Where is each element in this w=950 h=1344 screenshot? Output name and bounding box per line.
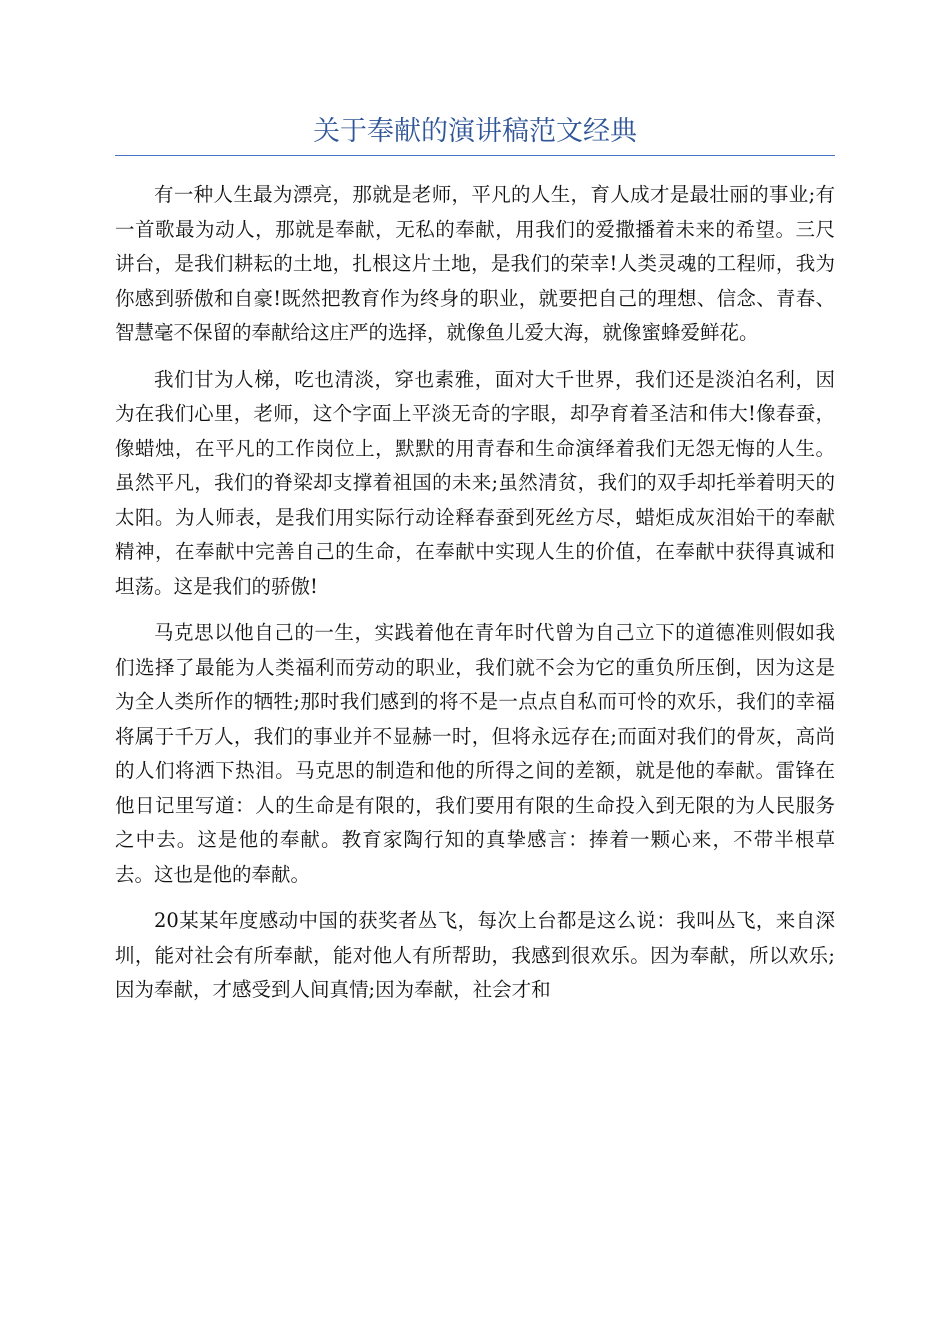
paragraph-4: 20某某年度感动中国的获奖者丛飞，每次上台都是这么说：我叫丛飞，来自深圳，能对社会有所奉献，能对他人有所帮助，我感到很欢乐。因为奉献，所以欢乐;因为奉献，才感受到人间真情;因为奉献，社会才和 <box>115 909 835 1001</box>
document-title: 关于奉献的演讲稿范文经典 <box>313 116 637 147</box>
title-underline <box>115 155 835 156</box>
document-body <box>115 178 835 1020</box>
paragraph-3: 马克思以他自己的一生，实践着他在青年时代曾为自己立下的道德准则假如我们选择了最能为人类福利而劳动的职业，我们就不会为它的重负所压倒，因为这是为全人类所作的牺牲;那时我们感到的将不是一点点自私而可怜的欢乐，我们的幸福将属于千万人，我们的事业并不显赫一时，但将永远存在;而面对我们的骨灰，高尚的人们将洒下热泪。马克思的制造和他的所得之间的差额，就是他的奉献。雷锋在他日记里写道：人的生命是有限的，我们要用有限的生命投入到无限的为人民服务之中去。这是他的奉献。教育家陶行知的真挚感言：捧着一颗心来，不带半根草去。这也是他的奉献。 <box>115 621 835 886</box>
paragraph-1: 有一种人生最为漂亮，那就是老师，平凡的人生，育人成才是最壮丽的事业;有一首歌最为动人，那就是奉献，无私的奉献，用我们的爱撒播着未来的希望。三尺讲台，是我们耕耘的土地，扎根这片土地，是我们的荣幸!人类灵魂的工程师，我为你感到骄傲和自豪!既然把教育作为终身的职业，就要把自己的理想、信念、青春、智慧毫不保留的奉献给这庄严的选择，就像鱼儿爱大海，就像蜜蜂爱鲜花。 <box>115 183 835 344</box>
paragraph-2: 我们甘为人梯，吃也清淡，穿也素雅，面对大千世界，我们还是淡泊名利，因为在我们心里，老师，这个字面上平淡无奇的字眼，却孕育着圣洁和伟大!像春蚕，像蜡烛，在平凡的工作岗位上，默默的用青春和生命演绎着我们无怨无悔的人生。虽然平凡，我们的脊梁却支撑着祖国的未来;虽然清贫，我们的双手却托举着明天的太阳。为人师表，是我们用实际行动诠释春蚕到死丝方尽，蜡炬成灰泪始干的奉献精神，在奉献中完善自己的生命，在奉献中实现人生的价值，在奉献中获得真诚和坦荡。这是我们的骄傲! <box>115 367 835 598</box>
